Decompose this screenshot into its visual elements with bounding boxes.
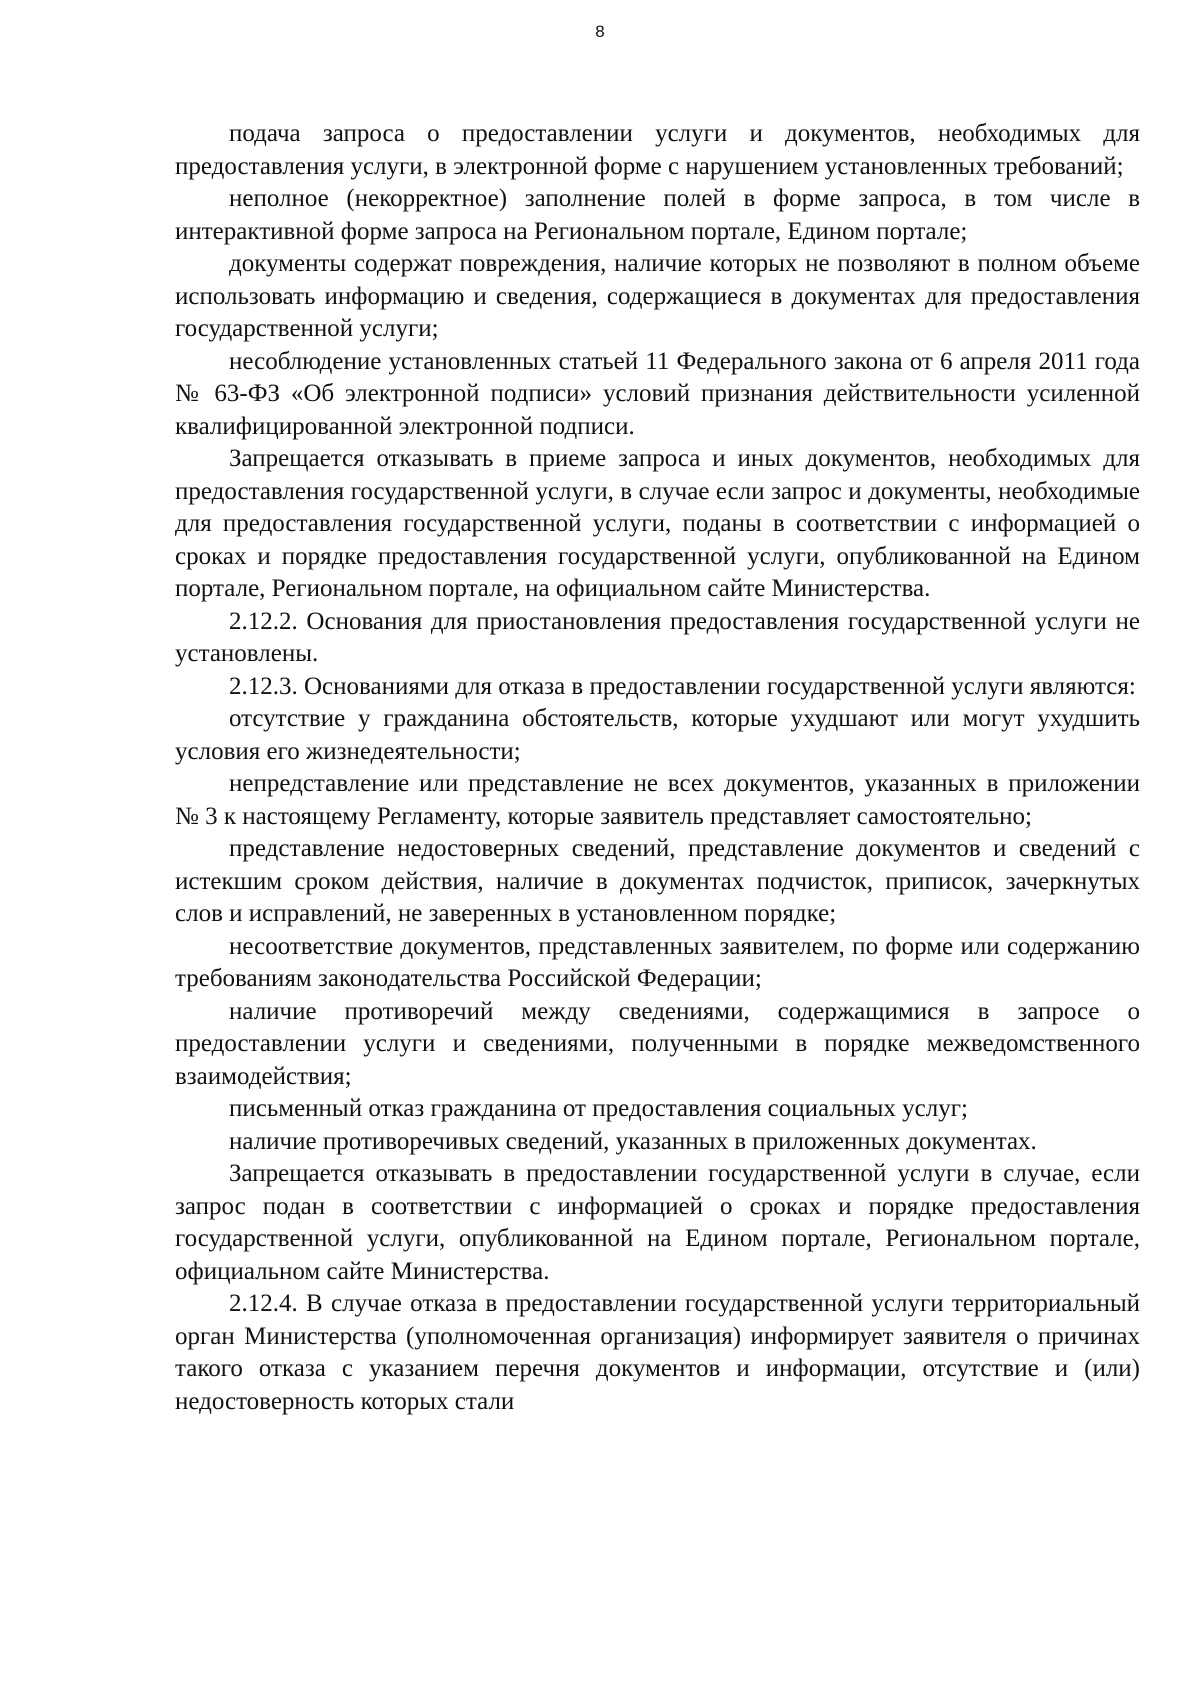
paragraph: подача запроса о предоставлении услуги и документов, необходимых для предоставления услуги, в электронной форме с нарушением установленных требований; [175, 120, 1140, 180]
paragraph: неполное (некорректное) заполнение полей в форме запроса, в том числе в интерактивной форме запроса на Региональном портале, Едином портале; [175, 185, 1140, 245]
paragraph: 2.12.4. В случае отказа в предоставлении государственной услуги территориальный орган Министерства (уполномоченная организация) информирует заявителя о причинах такого отказа с указанием перечня документов и информации, отсутствие и (или) недостоверность которых стали [175, 1290, 1140, 1415]
paragraph: письменный отказ гражданина от предоставления социальных услуг; [229, 1095, 968, 1122]
page-number: 8 [595, 22, 605, 41]
paragraph: документы содержат повреждения, наличие которых не позволяют в полном объеме использовать информацию и сведения, содержащиеся в документах для предоставления государственной услуги; [175, 250, 1140, 342]
paragraph: 2.12.3. Основаниями для отказа в предоставлении государственной услуги являются: [229, 672, 1136, 700]
paragraph: представление недостоверных сведений, представление документов и сведений с истекшим сроком действия, наличие в документах подчисток, приписок, зачеркнутых слов и исправлений, не заверенных в установленном порядке; [175, 835, 1140, 927]
paragraph: отсутствие у гражданина обстоятельств, которые ухудшают или могут ухудшить условия его жизнедеятельности; [175, 705, 1140, 765]
paragraph: несоответствие документов, представленных заявителем, по форме или содержанию требованиям законодательства Российской Федерации; [175, 932, 1140, 992]
paragraph: наличие противоречивых сведений, указанных в приложенных документах. [229, 1127, 1037, 1155]
paragraph: Запрещается отказывать в предоставлении государственной услуги в случае, если запрос подан в соответствии с информацией о сроках и порядке предоставления государственной услуги, опубликованной на Едином портале, Региональном портале, официальном сайте Министерства. [175, 1160, 1140, 1285]
paragraph: непредставление или представление не всех документов, указанных в приложении № 3 к настоящему Регламенту, которые заявитель представляет самостоятельно; [175, 770, 1140, 830]
document-body [175, 118, 1140, 1418]
paragraph: 2.12.2. Основания для приостановления предоставления государственной услуги не установлены. [175, 607, 1140, 667]
paragraph: несоблюдение установленных статьей 11 Федерального закона от 6 апреля 2011 года № 63-ФЗ «Об электронной подписи» условий признания действительности усиленной квалифицированной электронной подписи. [175, 347, 1140, 440]
paragraph: наличие противоречий между сведениями, содержащимися в запросе о предоставлении услуги и сведениями, полученными в порядке межведомственного взаимодействия; [175, 997, 1140, 1090]
paragraph: Запрещается отказывать в приеме запроса и иных документов, необходимых для предоставления государственной услуги, в случае если запрос и документы, необходимые для предоставления государственной услуги, поданы в соответствии с информацией о сроках и порядке предоставления государственной услуги, опубликованной на Едином портале, Региональном портале, на официальном сайте Министерства. [175, 445, 1140, 602]
